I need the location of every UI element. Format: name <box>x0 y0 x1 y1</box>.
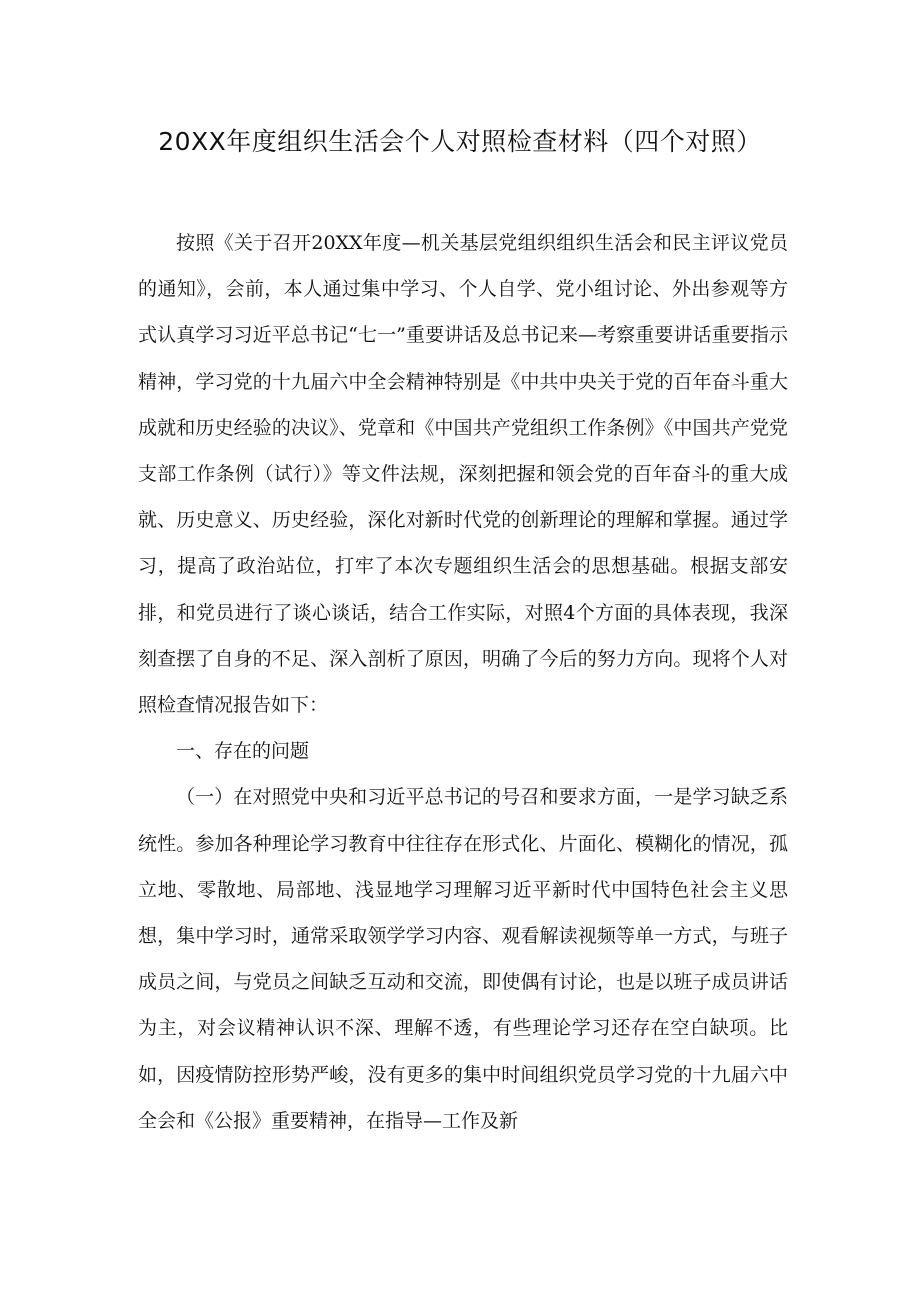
sub-paragraph: （一）在对照党中央和习近平总书记的号召和要求方面，一是学习缺乏系统性。参加各种理论学习教育中往往存在形式化、片面化、模糊化的情况，孤立地、零散地、局部地、浅显地学习理解习近平新时代中国特色社会主义思想，集中学习时，通常采取领学学习内容、观看解读视频等单一方式，与班子成员之间，与党员之间缺乏互动和交流，即使偶有讨论，也是以班子成员讲话为主，对会议精神认识不深、理解不透，有些理论学习还存在空白缺项。比如，因疫情防控形势严峻，没有更多的集中时间组织党员学习党的十九届六中全会和《公报》重要精神，在指导—工作及新 <box>138 786 788 1132</box>
intro-paragraph: 按照《关于召开20XX年度—机关基层党组织组织生活会和民主评议党员的通知》，会前，本人通过集中学习、个人自学、党小组讨论、外出参观等方式认真学习习近平总书记“七一”重要讲话及总书记来—考察重要讲话重要指示精神，学习党的十九届六中全会精神特别是《中共中央关于党的百年奋斗重大成就和历史经验的决议》、党章和《中国共产党组织工作条例》《中国共产党党支部工作条例（试行）》等文件法规，深刻把握和领会党的百年奋斗的重大成就、历史意义、历史经验，深化对新时代党的创新理论的理解和掌握。通过学习，提高了政治站位，打牢了本次专题组织生活会的思想基础。根据支部安排，和党员进行了谈心谈话，结合工作实际，对照4个方面的具体表现，我深刻查摆了自身的不足、深入剖析了原因，明确了今后的努力方向。现将个人对照检查情况报告如下： <box>138 232 788 717</box>
section-heading: 一、存在的问题 <box>176 740 310 763</box>
document-title: 20XX年度组织生活会个人对照检查材料（四个对照） <box>158 127 762 156</box>
document-body <box>138 220 788 1144</box>
